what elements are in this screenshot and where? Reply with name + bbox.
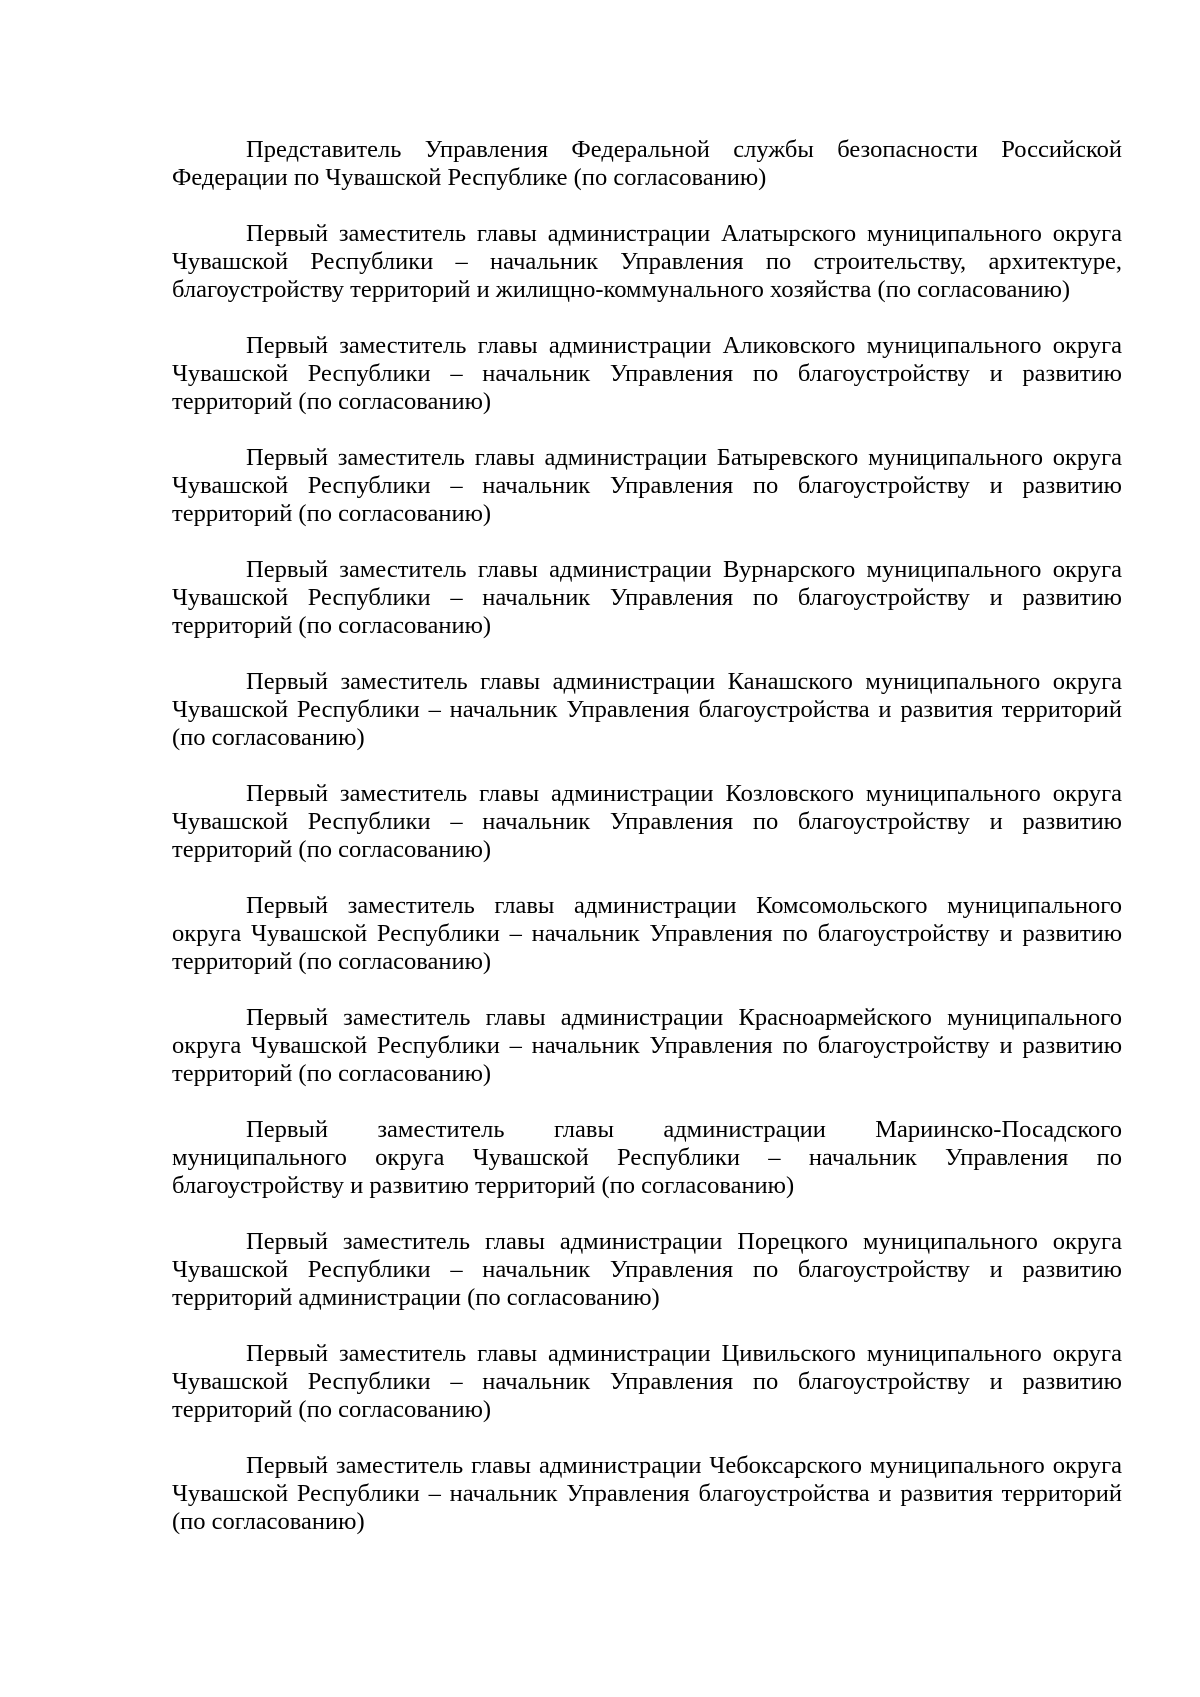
paragraph-vurnary: Первый заместитель главы администрации Вурнарского муниципального округа Чувашской Республики – начальник Управления по благоустройству и развитию территорий (по согласованию) (172, 556, 1122, 639)
paragraph-cheboksary: Первый заместитель главы администрации Чебоксарского муниципального округа Чувашской Республики – начальник Управления благоустройства и развития территорий (по согласованию) (172, 1452, 1122, 1535)
document-page (172, 136, 1122, 1564)
paragraph-krasnoarmeyskoe: Первый заместитель главы администрации Красноармейского муниципального округа Чувашской Республики – начальник Управления по благоустройству и развитию территорий (по согласованию) (172, 1004, 1122, 1087)
paragraph-kanash: Первый заместитель главы администрации Канашского муниципального округа Чувашской Республики – начальник Управления благоустройства и развития территорий (по согласованию) (172, 668, 1122, 751)
paragraph-poretskoe: Первый заместитель главы администрации Порецкого муниципального округа Чувашской Республики – начальник Управления по благоустройству и развитию территорий администрации (по согласованию) (172, 1228, 1122, 1311)
paragraph-alikovo: Первый заместитель главы администрации Аликовского муниципального округа Чувашской Республики – начальник Управления по благоустройству и развитию территорий (по согласованию) (172, 332, 1122, 415)
paragraph-fsb-representative: Представитель Управления Федеральной службы безопасности Российской Федерации по Чувашской Республике (по согласованию) (172, 136, 1122, 191)
paragraph-batyrevo: Первый заместитель главы администрации Батыревского муниципального округа Чувашской Республики – начальник Управления по благоустройству и развитию территорий (по согласованию) (172, 444, 1122, 527)
paragraph-kozlovka: Первый заместитель главы администрации Козловского муниципального округа Чувашской Республики – начальник Управления по благоустройству и развитию территорий (по согласованию) (172, 780, 1122, 863)
paragraph-alatyr: Первый заместитель главы администрации Алатырского муниципального округа Чувашской Республики – начальник Управления по строительству, архитектуре, благоустройству территорий и жилищно-коммунального хозяйства (по согласованию) (172, 220, 1122, 303)
paragraph-komsomolskoe: Первый заместитель главы администрации Комсомольского муниципального округа Чувашской Республики – начальник Управления по благоустройству и развитию территорий (по согласованию) (172, 892, 1122, 975)
paragraph-tsivilsk: Первый заместитель главы администрации Цивильского муниципального округа Чувашской Республики – начальник Управления по благоустройству и развитию территорий (по согласованию) (172, 1340, 1122, 1423)
paragraph-mariinsky-posad: Первый заместитель главы администрации Мариинско-Посадского муниципального округа Чувашской Республики – начальник Управления по благоустройству и развитию территорий (по согласованию) (172, 1116, 1122, 1199)
